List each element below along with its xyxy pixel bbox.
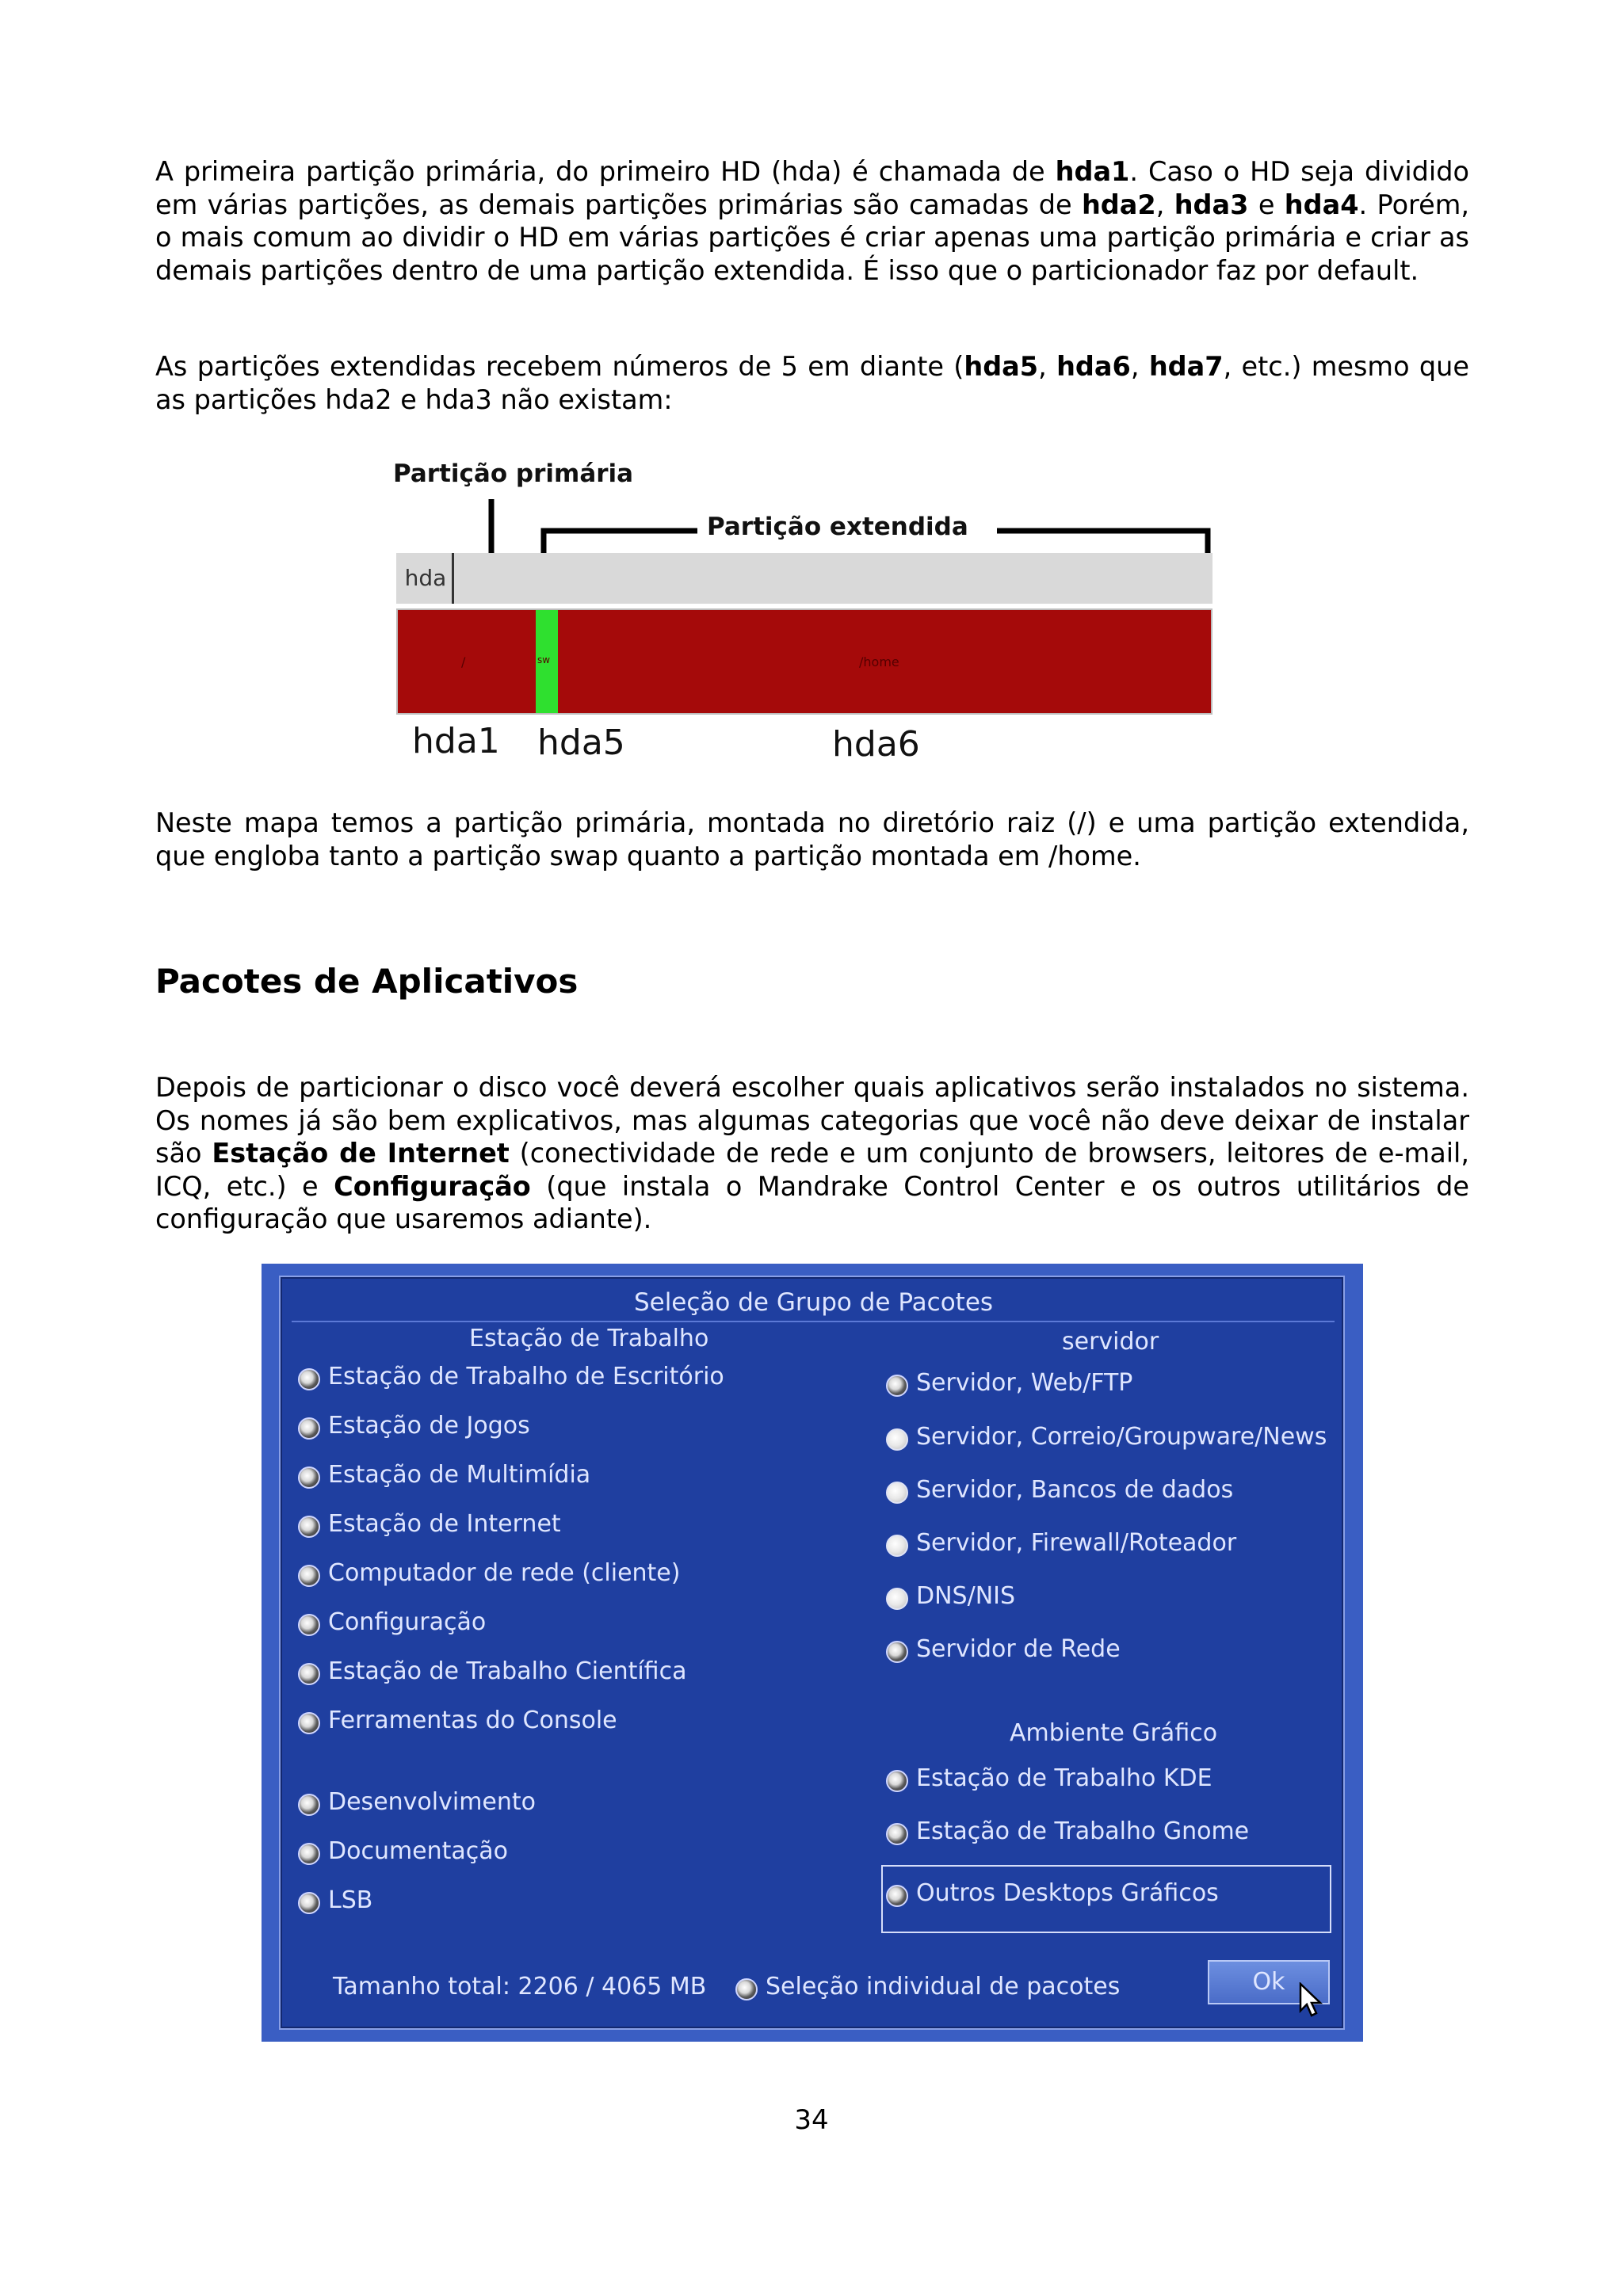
text: As partições extendidas recebem números de 5 em diante ( — [155, 351, 964, 382]
ok-button[interactable]: Ok — [1208, 1960, 1330, 2004]
package-group-label[interactable]: Estação de Trabalho KDE — [916, 1764, 1212, 1792]
package-group-checkbox[interactable] — [298, 1794, 320, 1816]
bold-term: hda5 — [964, 351, 1039, 382]
text: , etc.) mesmo que as partições hda2 e hda3 não existam: — [155, 351, 1469, 415]
package-group-checkbox[interactable] — [886, 1588, 908, 1610]
paragraph-packages — [155, 1071, 1469, 1236]
package-group-label[interactable]: Estação de Trabalho de Escritório — [328, 1363, 724, 1390]
text: , — [1038, 351, 1057, 382]
package-group-label[interactable]: Estação de Trabalho Científica — [328, 1657, 687, 1685]
label-hda1: hda1 — [412, 721, 500, 761]
label-hda5: hda5 — [537, 723, 625, 763]
package-group-checkbox[interactable] — [298, 1565, 320, 1587]
label-hda6: hda6 — [832, 724, 920, 765]
package-group-label[interactable]: Documentação — [328, 1837, 509, 1865]
segment-hda1 — [398, 610, 539, 713]
bold-term: Configuração — [334, 1170, 531, 1202]
package-group-label[interactable]: Servidor, Correio/Groupware/News — [916, 1423, 1327, 1451]
title-divider — [292, 1321, 1335, 1322]
mouse-pointer-icon — [1299, 1982, 1323, 2019]
bold-term: hda7 — [1148, 351, 1224, 382]
package-group-checkbox[interactable] — [886, 1428, 908, 1451]
label-primary-partition: Partição primária — [393, 460, 634, 488]
disk-bar — [396, 553, 1212, 604]
segment-swap-label: sw — [537, 654, 551, 666]
bold-term: hda3 — [1174, 189, 1249, 220]
package-group-label[interactable]: DNS/NIS — [916, 1582, 1016, 1610]
text: . Porém, o mais comum ao dividir o HD em várias partições é criar apenas uma partição primária e criar as demais partições dentro de uma partição extendida. É isso que o particionador faz por default. — [155, 189, 1469, 286]
package-group-checkbox[interactable] — [886, 1641, 908, 1663]
package-group-checkbox[interactable] — [298, 1843, 320, 1865]
package-group-label[interactable]: Configuração — [328, 1608, 487, 1636]
text: A primeira partição primária, do primeiro HD (hda) é chamada de — [155, 156, 1056, 187]
package-group-checkbox[interactable] — [298, 1663, 320, 1685]
bold-term: hda6 — [1056, 351, 1131, 382]
package-group-checkbox[interactable] — [886, 1535, 908, 1557]
package-group-label[interactable]: Estação de Trabalho Gnome — [916, 1817, 1250, 1845]
package-group-label[interactable]: Desenvolvimento — [328, 1788, 537, 1816]
package-group-checkbox[interactable] — [298, 1892, 320, 1914]
individual-selection-checkbox[interactable] — [735, 1978, 758, 2000]
text: , — [1155, 189, 1174, 220]
disk-label: hda — [399, 553, 454, 604]
package-group-checkbox[interactable] — [298, 1417, 320, 1440]
individual-selection-label: Seleção individual de pacotes — [766, 1973, 1121, 2000]
package-group-label[interactable]: Estação de Multimídia — [328, 1461, 591, 1489]
segment-root-label: / — [461, 654, 466, 669]
section-heading: Pacotes de Aplicativos — [155, 962, 579, 1001]
page-number: 34 — [794, 2104, 829, 2136]
package-group-label[interactable]: Estação de Internet — [328, 1510, 561, 1538]
package-group-checkbox[interactable] — [298, 1466, 320, 1489]
package-group-label[interactable]: Servidor, Firewall/Roteador — [916, 1529, 1237, 1557]
package-group-checkbox[interactable] — [298, 1368, 320, 1390]
bold-term: hda2 — [1081, 189, 1156, 220]
text: Depois de particionar o disco você deverá escolher quais aplicativos serão instalados no sistema. Os nomes já são bem explicativos, mas algumas categorias que você não deve deixar de instalar são — [155, 1072, 1469, 1169]
package-group-label[interactable]: Servidor, Web/FTP — [916, 1369, 1133, 1397]
segment-home-label: /home — [859, 654, 899, 669]
bold-term: Estação de Internet — [212, 1138, 510, 1169]
label-extended-partition: Partição extendida — [707, 513, 968, 541]
package-group-label[interactable]: Computador de rede (cliente) — [328, 1559, 681, 1587]
package-group-checkbox[interactable] — [886, 1770, 908, 1792]
left-group-header: Estação de Trabalho — [469, 1325, 709, 1352]
package-group-label[interactable]: Servidor de Rede — [916, 1635, 1121, 1663]
package-group-label[interactable]: Estação de Jogos — [328, 1412, 530, 1440]
paragraph-extended-partitions — [155, 350, 1469, 416]
paragraph-primary-partition — [155, 155, 1469, 287]
focus-outline — [881, 1865, 1331, 1933]
bold-term: hda1 — [1055, 156, 1130, 187]
text: , — [1130, 351, 1149, 382]
package-group-label[interactable]: Outros Desktops Gráficos — [916, 1879, 1219, 1907]
total-size: Tamanho total: 2206 / 4065 MB — [333, 1973, 707, 2000]
package-group-checkbox[interactable] — [298, 1712, 320, 1734]
package-group-label[interactable]: Ferramentas do Console — [328, 1707, 617, 1734]
package-group-checkbox[interactable] — [886, 1482, 908, 1504]
text: . Caso o HD seja dividido em várias partições, as demais partições primárias são camadas de — [155, 156, 1469, 220]
package-group-checkbox[interactable] — [886, 1375, 908, 1397]
text: (que instala o Mandrake Control Center e os outros utilitários de configuração que usaremos adiante). — [155, 1170, 1469, 1234]
text: (conectividade de rede e um conjunto de browsers, leitores de e-mail, ICQ, etc.) e — [155, 1138, 1469, 1202]
partition-diagram — [388, 452, 1228, 784]
dialog-title: Seleção de Grupo de Pacotes — [633, 1288, 994, 1317]
bold-term: hda4 — [1284, 189, 1359, 220]
paragraph-map-description: Neste mapa temos a partição primária, montada no diretório raiz (/) e uma partição extendida, que engloba tanto a partição swap quanto a partição montada em /home. — [155, 807, 1469, 871]
right-group-header: servidor — [1062, 1328, 1159, 1356]
package-group-label[interactable]: LSB — [328, 1886, 373, 1914]
graphical-group-header: Ambiente Gráfico — [1010, 1719, 1218, 1747]
package-group-checkbox[interactable] — [886, 1823, 908, 1845]
package-group-dialog — [279, 1276, 1345, 2030]
package-group-label[interactable]: Servidor, Bancos de dados — [916, 1476, 1234, 1504]
package-group-checkbox[interactable] — [298, 1516, 320, 1538]
text: e — [1248, 189, 1285, 220]
package-group-checkbox[interactable] — [298, 1614, 320, 1636]
